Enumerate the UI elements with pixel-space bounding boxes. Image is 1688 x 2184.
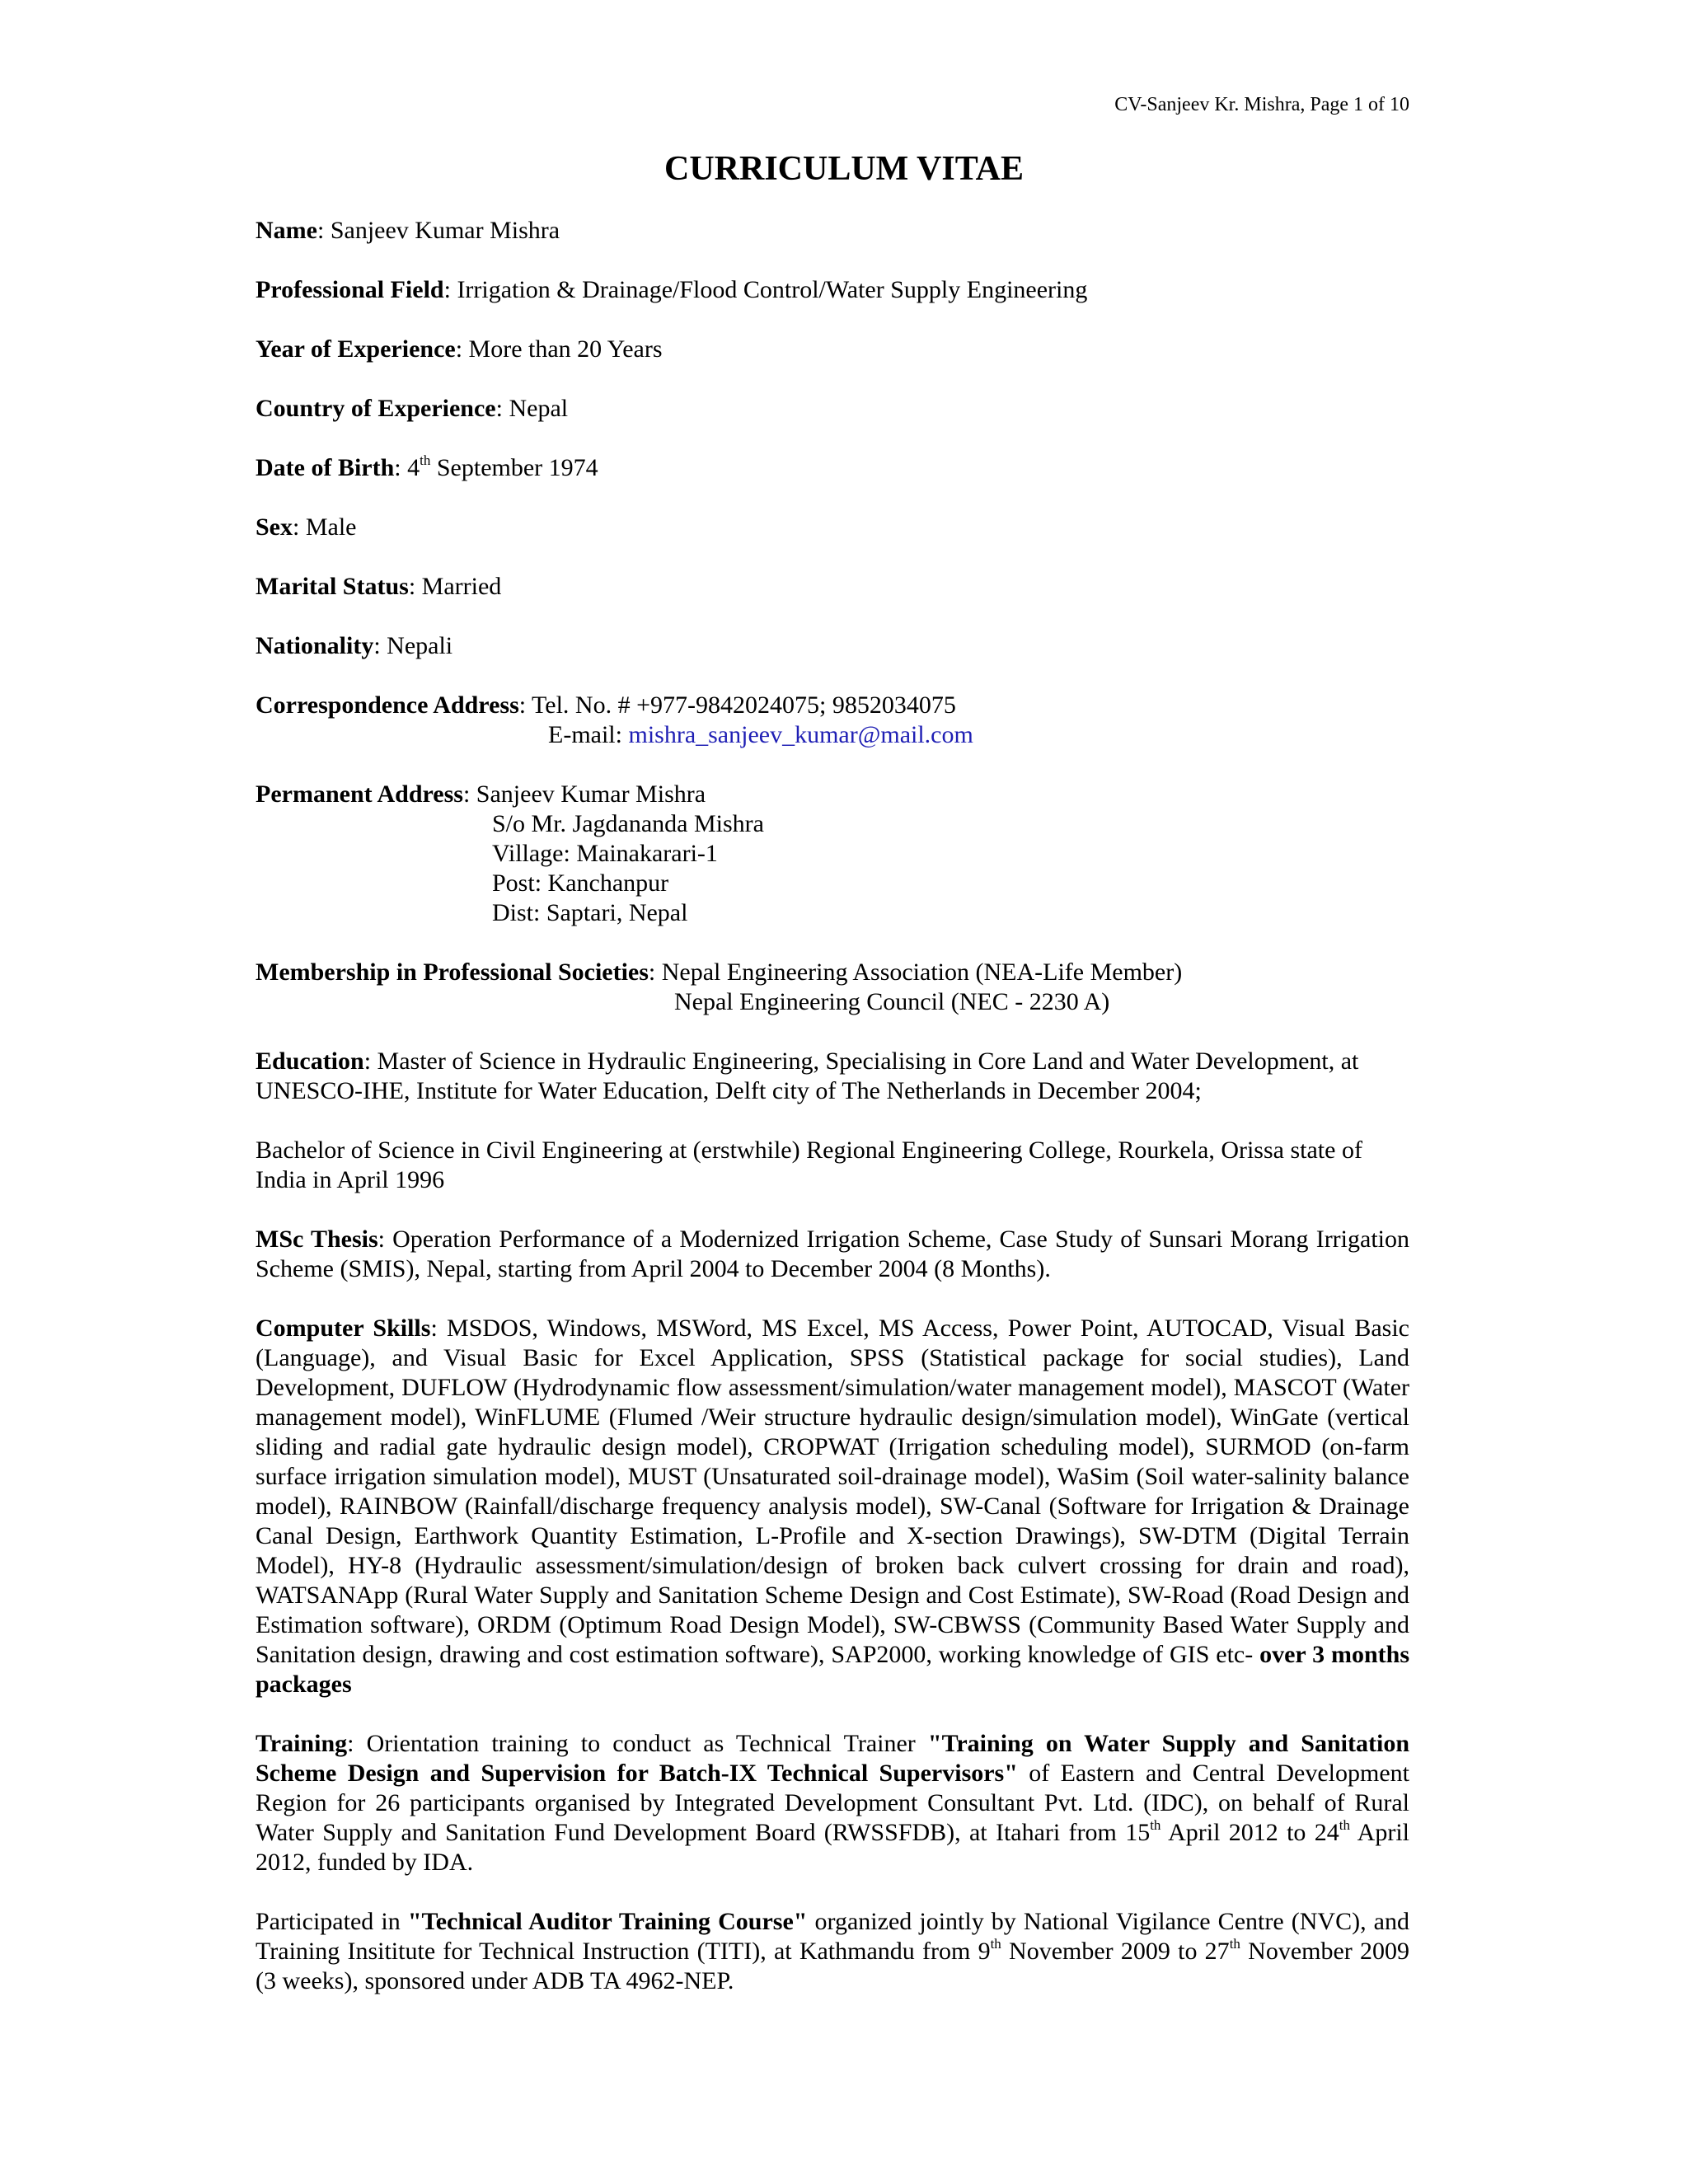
address-line: Dist: Saptari, Nepal [492, 899, 688, 926]
field-label: Training [256, 1730, 348, 1757]
field-label: MSc Thesis [256, 1226, 378, 1253]
field-name [256, 216, 1409, 246]
field-label: Education [256, 1047, 364, 1075]
correspondence-tel-line [256, 691, 1409, 720]
membership-value: Nepal Engineering Council (NEC - 2230 A) [674, 988, 1110, 1015]
training-text: April 2012 to 24 [1160, 1819, 1339, 1846]
email-link[interactable]: mishra_sanjeev_kumar@mail.com [628, 721, 973, 748]
field-marital-status [256, 572, 1409, 602]
field-sex [256, 513, 1409, 542]
ordinal-suffix: th [1150, 1817, 1161, 1833]
field-value: : Married [408, 573, 502, 600]
document-title: CURRICULUM VITAE [664, 150, 1024, 188]
thesis-text: : Operation Performance of a Modernized Irrigation Scheme, Case Study of Sunsari Morang Irrigation Scheme (SMIS), Nepal, starting from April 2004 to December 2004 (8 Months). [256, 1226, 1409, 1282]
field-value: : Irrigation & Drainage/Flood Control/Water Supply Engineering [443, 276, 1088, 303]
skills-bold-tail: over 3 months packages [256, 1641, 1409, 1698]
training-title-bold: "Technical Auditor Training Course" [407, 1908, 808, 1935]
field-label: Sex [256, 513, 293, 541]
field-label: Permanent Address [256, 780, 463, 808]
permanent-address [256, 780, 1409, 928]
dob-day: : 4 [394, 454, 420, 481]
address-line: Village: Mainakarari-1 [492, 840, 718, 867]
correspondence-address [256, 691, 1409, 750]
education-masters [256, 1047, 1409, 1106]
msc-thesis [256, 1225, 1409, 1284]
computer-skills [256, 1314, 1409, 1699]
address-line: S/o Mr. Jagdananda Mishra [492, 810, 764, 837]
correspondence-email-line [256, 720, 1409, 750]
membership-value: : Nepal Engineering Association (NEA-Life Member) [648, 958, 1183, 986]
training-text: November 2009 to 27 [1001, 1938, 1230, 1965]
tel-value: : Tel. No. # +977-9842024075; 9852034075 [518, 691, 956, 719]
dob-suffix: th [420, 452, 431, 468]
email-label: E-mail: [548, 721, 629, 748]
field-label: Date of Birth [256, 454, 395, 481]
training-text: : Orientation training to conduct as Technical Trainer [347, 1730, 928, 1757]
field-label: Name [256, 217, 317, 244]
field-value: : More than 20 Years [455, 335, 663, 363]
ordinal-suffix: th [1339, 1817, 1350, 1833]
address-line: Post: Kanchanpur [492, 869, 669, 897]
field-date-of-birth [256, 453, 1409, 483]
training-paragraph-1 [256, 1729, 1409, 1877]
training-text: November 2009 (3 weeks), sponsored under ADB TA 4962-NEP. [256, 1938, 1409, 1994]
ordinal-suffix: th [1229, 1936, 1240, 1952]
page-header-note: CV-Sanjeev Kr. Mishra, Page 1 of 10 [1114, 94, 1409, 115]
field-label: Year of Experience [256, 335, 456, 363]
field-experience-country [256, 394, 1409, 424]
education-bachelors: Bachelor of Science in Civil Engineering at (erstwhile) Regional Engineering College, Rourkela, Orissa state of India in April 1996 [256, 1137, 1362, 1193]
field-label: Computer Skills [256, 1315, 431, 1342]
field-label: Nationality [256, 632, 374, 659]
training-title-bold: "Training on Water Supply and Sanitation Scheme Design and Supervision for Batch-IX Technical Supervisors" [256, 1730, 1409, 1787]
field-value: : Sanjeev Kumar Mishra [316, 217, 560, 244]
field-value: : Nepal [495, 395, 569, 422]
training-text: Participated in [256, 1908, 408, 1935]
field-label: Country of Experience [256, 395, 496, 422]
field-label: Membership in Professional Societies [256, 958, 649, 986]
field-value: : Male [293, 513, 357, 541]
field-label: Correspondence Address [256, 691, 519, 719]
field-value: : Nepali [373, 632, 453, 659]
training-text: of Eastern and Central Development Region for 26 participants organised by Integrated Development Consultant Pvt. Ltd. (IDC), on behalf of Rural Water Supply and Sanitation Fund Development Board (RWSSFDB), at Itahari from 15 [256, 1760, 1409, 1846]
education-text: : Master of Science in Hydraulic Engineering, Specialising in Core Land and Water Development, at UNESCO-IHE, Institute for Water Education, Delft city of The Netherlands in December 2004; [256, 1047, 1359, 1104]
field-label: Marital Status [256, 573, 409, 600]
training-paragraph-2 [256, 1907, 1409, 1996]
permanent-line-1 [256, 780, 1409, 809]
training-text: April 2012, funded by IDA. [256, 1819, 1409, 1876]
dob-month-year: September 1974 [430, 454, 598, 481]
field-label: Professional Field [256, 276, 444, 303]
field-nationality [256, 631, 1409, 661]
field-experience-years [256, 335, 1409, 364]
training-text: organized jointly by National Vigilance Centre (NVC), and Training Insititute for Technical Instruction (TITI), at Kathmandu from 9 [256, 1908, 1409, 1965]
field-professional-field [256, 275, 1409, 305]
ordinal-suffix: th [990, 1936, 1001, 1952]
skills-text: : MSDOS, Windows, MSWord, MS Excel, MS Access, Power Point, AUTOCAD, Visual Basic (Language), and Visual Basic for Excel Application, SPSS (Statistical package for social studies), Land Development, DUFLOW (Hydrodynamic flow assessment/simulation/water management model), MASCOT (Water management model), WinFLUME (Flumed /Weir structure hydraulic design/simulation model), WinGate (vertical sliding and radial gate hydraulic design model), CROPWAT (Irrigation scheduling model), SURMOD (on-farm surface irrigation simulation model), MUST (Unsaturated soil-drainage model), WaSim (Soil water-salinity balance model), RAINBOW (Rainfall/discharge frequency analysis model), SW-Canal (Software for Irrigation & Drainage Canal Design, Earthwork Quantity Estimation, L-Profile and X-section Drawings), SW-DTM (Digital Terrain Model), HY-8 (Hydraulic assessment/simulation/design of broken back culvert crossing for drain and road), WATSANApp (Rural Water Supply and Sanitation Scheme Design and Cost Estimate), SW-Road (Road Design and Estimation software), ORDM (Optimum Road Design Model), SW-CBWSS (Community Based Water Supply and Sanitation design, drawing and cost estimation software), SAP2000, working knowledge of GIS etc- [256, 1315, 1409, 1668]
membership-line-1 [256, 958, 1409, 987]
address-line: : Sanjeev Kumar Mishra [462, 780, 706, 808]
membership [256, 958, 1409, 1017]
cv-content [256, 216, 1409, 2026]
